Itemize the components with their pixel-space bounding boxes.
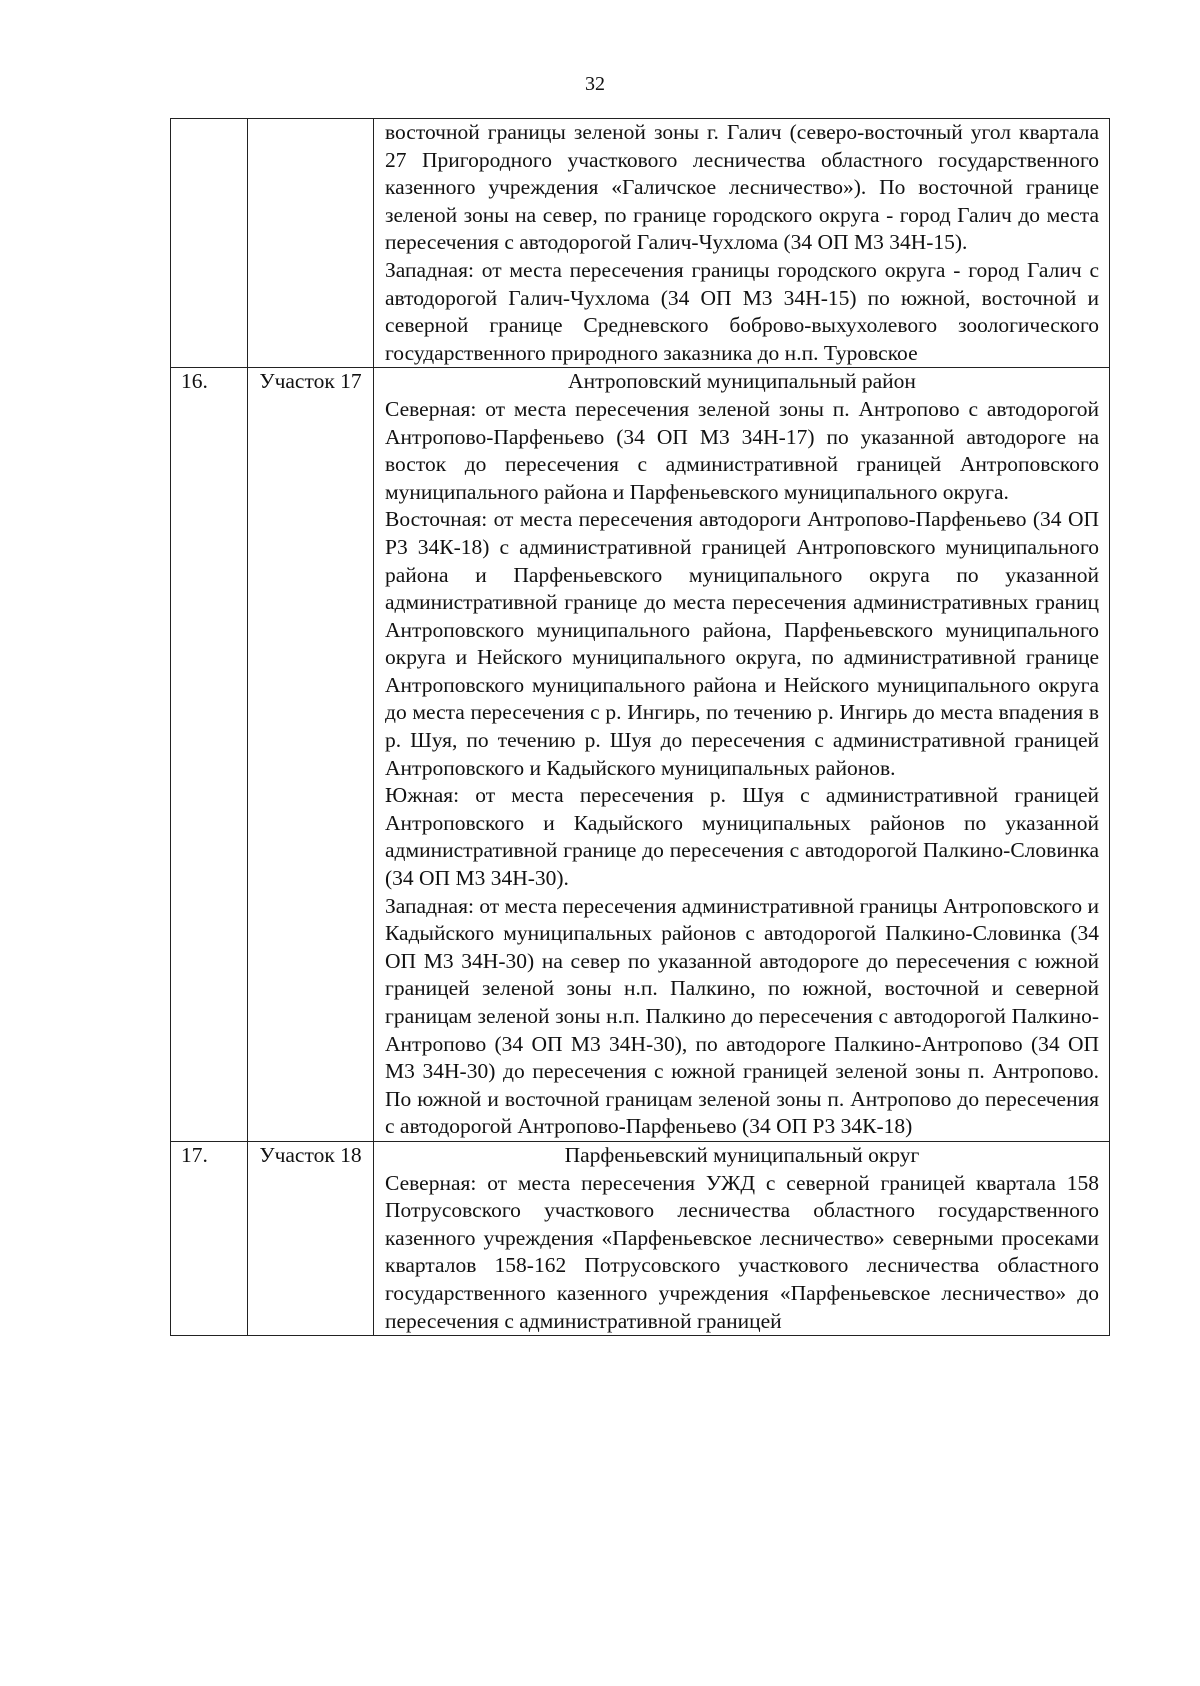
description-cell bbox=[374, 368, 1110, 1142]
district-title: Антроповский муниципальный район bbox=[568, 369, 916, 394]
section-label: Участок 18 bbox=[259, 1142, 362, 1167]
description-paragraph: Южная: от места пересечения р. Шуя с административной границей Антроповского и Кадыйского муниципальных районов по указанной административной границе до пересечения с автодорогой Палкино-Словинка (34 ОП М3 34Н-30). bbox=[385, 783, 1099, 891]
description-paragraph: Северная: от места пересечения УЖД с северной границей квартала 158 Потрусовского участкового лесничества областного государственного казенного учреждения «Парфеньевское лесничество» северными просеками кварталов 158-162 Потрусовского участкового лесничества областного государственного казенного учреждения «Парфеньевское лесничество» до пересечения с административной границей bbox=[385, 1170, 1099, 1333]
description-paragraph: Западная: от места пересечения административной границы Антроповского и Кадыйского муниципальных районов с автодорогой Палкино-Словинка (34 ОП М3 34Н-30) на север по указанной автодороге до пересечения с южной границей зеленой зоны н.п. Палкино, по южной, восточной и северной границам зеленой зоны н.п. Палкино до пересечения с автодорогой Палкино-Антропово (34 ОП М3 34Н-30), по автодороге Палкино-Антропово (34 ОП М3 34Н-30) до пересечения с южной границей зеленой зоны п. Антропово. По южной и восточной границам зеленой зоны п. Антропово до пересечения с автодорогой Антропово-Парфеньево (34 ОП Р3 34К-18) bbox=[385, 893, 1099, 1139]
page-number: 32 bbox=[585, 73, 605, 95]
row-number-cell: 17. bbox=[171, 1141, 248, 1335]
section-label: Участок 17 bbox=[259, 369, 362, 394]
row-number-cell bbox=[171, 119, 248, 368]
table-row bbox=[171, 119, 1110, 368]
section-cell bbox=[248, 368, 374, 1142]
zones-table bbox=[170, 118, 1110, 1336]
description-paragraph: восточной границы зеленой зоны г. Галич (северо-восточный угол квартала 27 Пригородного участкового лесничества областного государственного казенного учреждения «Галичское лесничество»). По восточной границе зеленой зоны на север, по границе городского округа - город Галич до места пересечения с автодорогой Галич-Чухлома (34 ОП М3 34Н-15). bbox=[385, 120, 1099, 255]
table-row bbox=[171, 1141, 1110, 1335]
section-cell bbox=[248, 119, 374, 368]
description-cell bbox=[374, 119, 1110, 368]
description-paragraph: Восточная: от места пересечения автодороги Антропово-Парфеньево (34 ОП Р3 34К-18) с административной границей Антроповского муниципального района и Парфеньевского муниципального округа по указанной административной границе до места пересечения административных границ Антроповского муниципального района, Парфеньевского муниципального округа и Нейского муниципального округа, по административной границе Антроповского муниципального района и Нейского муниципального округа до места пересечения с р. Ингирь, по течению р. Ингирь до места впадения в р. Шуя, по течению р. Шуя до пересечения с административной границей Антроповского и Кадыйского муниципальных районов. bbox=[385, 507, 1099, 780]
row-number-cell: 16. bbox=[171, 368, 248, 1142]
description-paragraph: Западная: от места пересечения границы городского округа - город Галич с автодорогой Галич-Чухлома (34 ОП М3 34Н-15) по южной, восточной и северной границе Средневского боброво-выхухолевого зоологического государственного природного заказника до н.п. Туровское bbox=[385, 257, 1099, 365]
description-cell bbox=[374, 1141, 1110, 1335]
district-title: Парфеньевский муниципальный округ bbox=[564, 1142, 920, 1167]
section-cell bbox=[248, 1141, 374, 1335]
description-paragraph: Северная: от места пересечения зеленой зоны п. Антропово с автодорогой Антропово-Парфеньево (34 ОП М3 34Н-17) по указанной автодороге на восток до пересечения с административной границей Антроповского муниципального района и Парфеньевского муниципального округа. bbox=[385, 396, 1099, 504]
table-row bbox=[171, 368, 1110, 1142]
